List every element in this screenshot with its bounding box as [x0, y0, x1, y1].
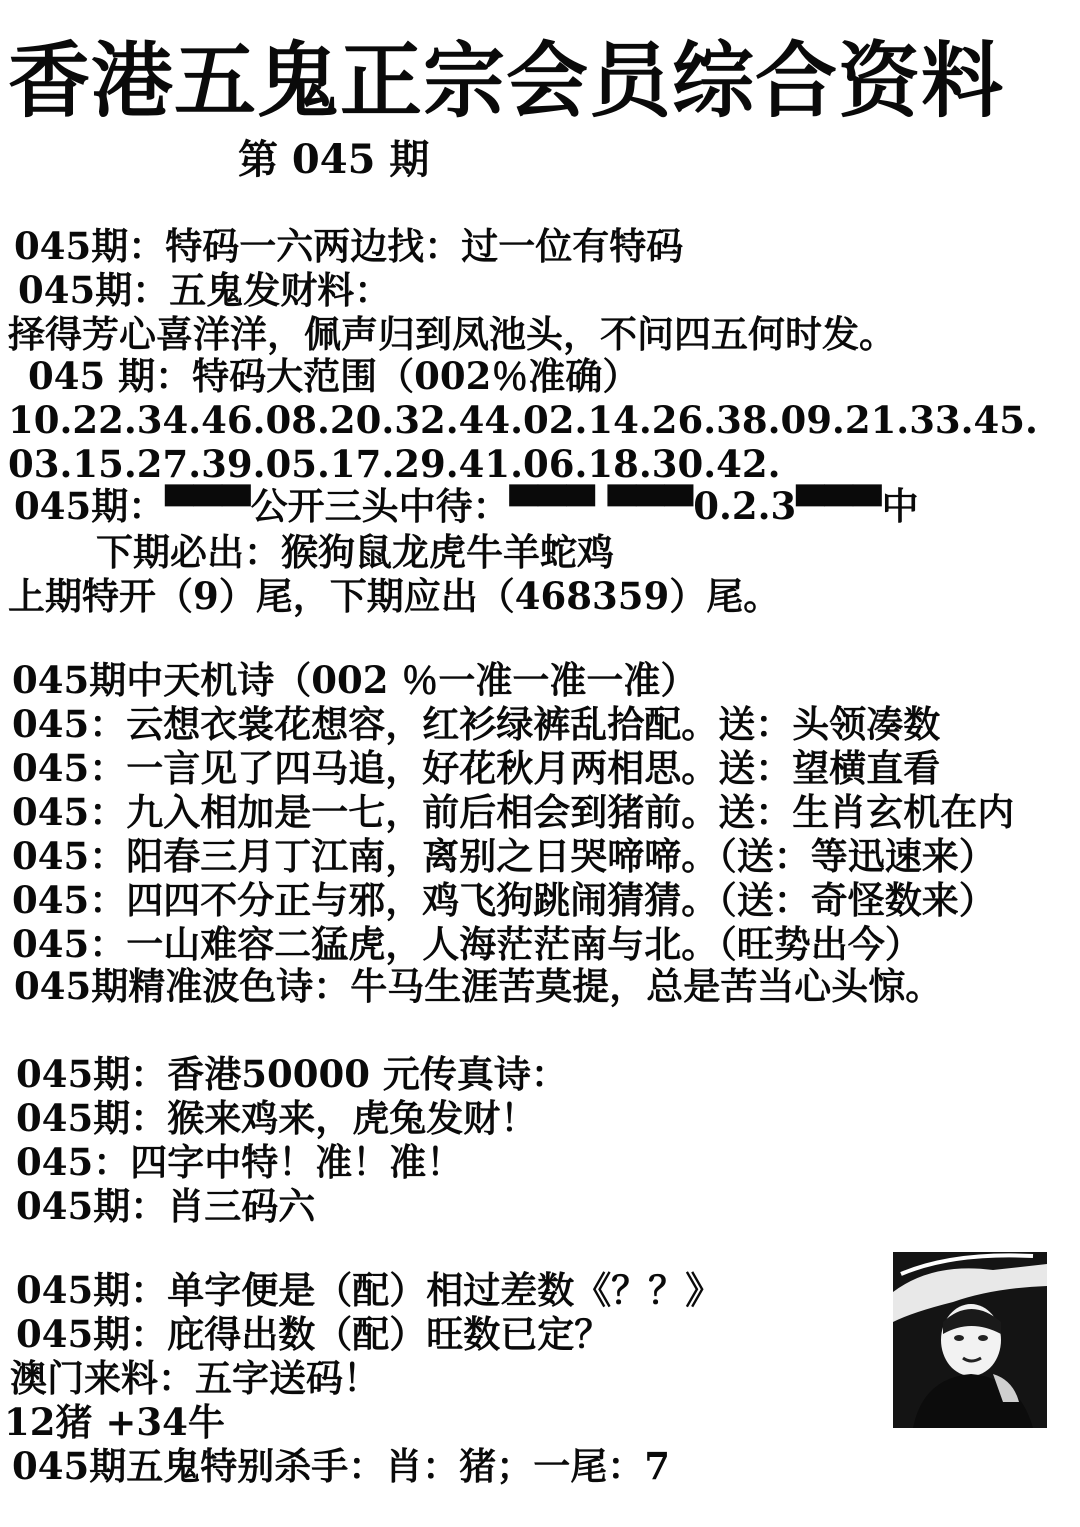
text-line: 择得芳心喜洋洋，佩声归到凤池头，不问四五何时发。 [8, 312, 896, 356]
text-line: 045期：特码一六两边找：过一位有特码 [14, 224, 684, 268]
number-list: 10.22.34.46.08.20.32.44.02.14.26.38.09.21.33.45. [8, 398, 1038, 442]
poem-line: 045：四四不分正与邪，鸡飞狗跳闹猜猜。（送：奇怪数来） [12, 878, 996, 922]
text-line: 上期特开（9）尾，下期应出（468359）尾。 [8, 574, 781, 618]
text-line: 12猪 +34牛 [4, 1400, 225, 1444]
text-line: 045期：单字便是（配）相过差数《？？》 [16, 1268, 723, 1312]
poem-line: 045：云想衣裳花想容，红衫绿裤乱拾配。送：头领凑数 [12, 702, 941, 746]
number-list: 03.15.27.39.05.17.29.41.06.18.30.42. [8, 442, 781, 486]
text-line: 045期：香港50000 元传真诗： [16, 1052, 568, 1096]
text-line: 045期：五鬼发财料： [18, 268, 392, 312]
poem-line: 045期精准波色诗：牛马生涯苦莫提，总是苦当心头惊。 [14, 964, 943, 1008]
issue-number: 第 045 期 [238, 136, 430, 183]
text-line: 045期：▀▀▀公开三头中待：▀▀▀ ▀▀▀0.2.3▀▀▀中 [14, 484, 919, 528]
portrait-image-icon [893, 1252, 1047, 1428]
poem-line: 045：一山难容二猛虎，人海茫茫南与北。（旺势出今） [12, 922, 922, 966]
poem-line: 045：阳春三月丁江南，离别之日哭啼啼。（送：等迅速来） [12, 834, 996, 878]
document-title: 香港五鬼正宗会员综合资料 [8, 33, 1005, 129]
text-line: 下期必出：猴狗鼠龙虎牛羊蛇鸡 [96, 530, 614, 574]
text-line: 045 期：特码大范围（002％准确） [28, 354, 640, 398]
poem-line: 045：一言见了四马追，好花秋月两相思。送：望横直看 [12, 746, 941, 790]
text-line: 045：四字中特！准！准！ [16, 1140, 464, 1184]
portrait-photo [893, 1252, 1047, 1428]
text-line: 045期：猴来鸡来，虎兔发财！ [16, 1096, 538, 1140]
text-line: 045期五鬼特别杀手：肖：猪；一尾：7 [12, 1444, 670, 1488]
poem-heading: 045期中天机诗（002 ％一准一准一准） [12, 658, 698, 702]
text-line: 澳门来料：五字送码！ [10, 1356, 380, 1400]
text-line: 045期：肖三码六 [16, 1184, 316, 1228]
poem-line: 045：九入相加是一七，前后相会到猪前。送：生肖玄机在内 [12, 790, 1015, 834]
text-line: 045期：庇得出数（配）旺数已定？ [16, 1312, 612, 1356]
